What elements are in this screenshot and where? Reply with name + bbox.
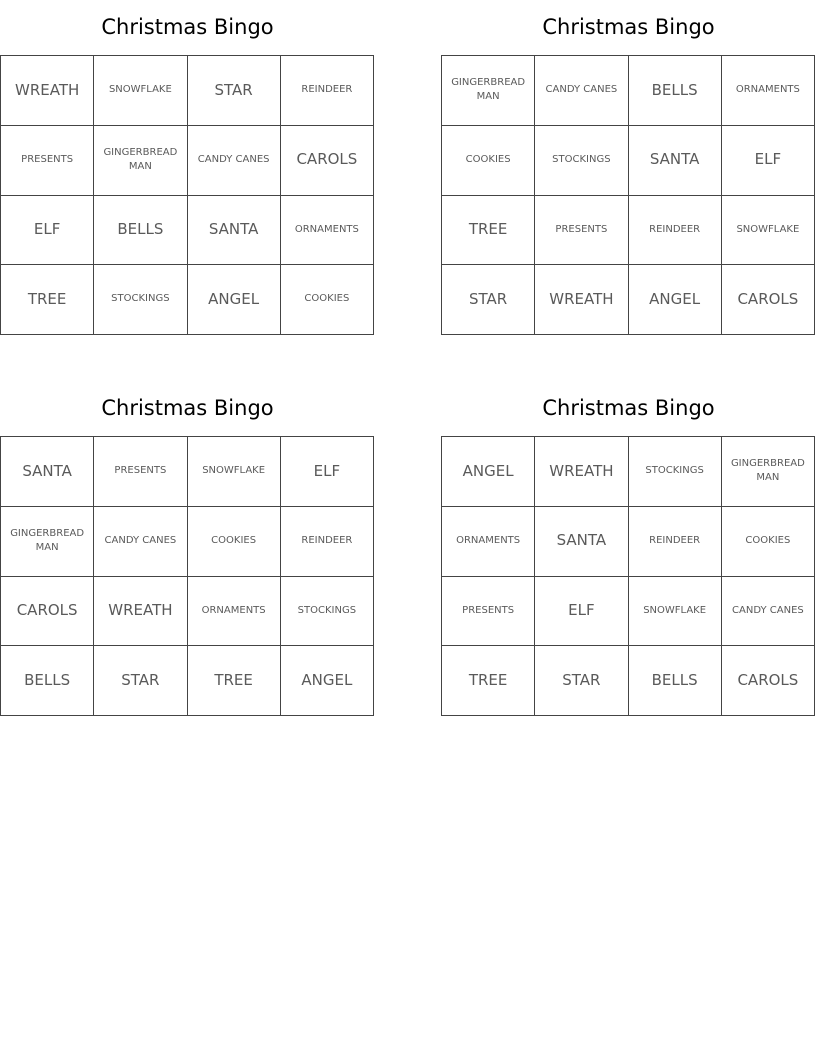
bingo-cell <box>535 126 628 196</box>
bingo-cell <box>281 56 374 126</box>
cell-text: STAR <box>121 670 160 689</box>
bingo-cell <box>722 265 815 335</box>
bingo-cell <box>188 265 281 335</box>
cell-text: BELLS <box>24 670 71 689</box>
cell-text: COOKIES <box>465 153 511 165</box>
bingo-cell <box>281 126 374 196</box>
bingo-cell <box>629 126 722 196</box>
cell-text: COOKIES <box>211 534 257 546</box>
bingo-card-1 <box>0 0 375 335</box>
cell-text: BELLS <box>117 220 164 238</box>
cell-text: CANDY CANES <box>197 153 270 165</box>
bingo-cell <box>188 56 281 126</box>
cell-text: BELLS <box>651 80 698 99</box>
cell-text: GINGERBREAD MAN <box>730 457 805 484</box>
bingo-grid <box>0 55 374 335</box>
cell-text: STOCKINGS <box>645 465 704 477</box>
bingo-cell <box>1 265 94 335</box>
cell-text: ORNAMENTS <box>735 84 800 96</box>
bingo-cell <box>94 577 187 647</box>
bingo-cell <box>722 437 815 507</box>
bingo-cell <box>281 437 374 507</box>
bingo-cell <box>722 126 815 196</box>
cell-text: SANTA <box>22 461 72 480</box>
cell-text: STOCKINGS <box>297 604 357 616</box>
cell-text: GINGERBREAD MAN <box>103 146 178 173</box>
bingo-cell <box>1 577 94 647</box>
bingo-cell <box>188 507 281 577</box>
cell-text: PRESENTS <box>462 604 515 616</box>
bingo-cell <box>442 507 535 577</box>
cell-text: SNOWFLAKE <box>108 84 172 96</box>
bingo-cell <box>535 437 628 507</box>
cell-text: GINGERBREAD MAN <box>451 76 526 103</box>
cell-text: PRESENTS <box>114 465 167 477</box>
cell-text: GINGERBREAD MAN <box>10 527 85 554</box>
bingo-cell <box>535 646 628 716</box>
bingo-grid <box>441 436 815 716</box>
cell-text: REINDEER <box>301 84 353 96</box>
cell-text: ORNAMENTS <box>456 534 521 546</box>
cell-text: WREATH <box>14 80 80 99</box>
cell-text: SNOWFLAKE <box>202 465 266 477</box>
cell-text: ELF <box>313 461 341 480</box>
cell-text: ELF <box>568 601 595 619</box>
bingo-cell <box>188 437 281 507</box>
bingo-grid <box>0 436 374 716</box>
bingo-cell <box>94 126 187 196</box>
bingo-cell <box>442 126 535 196</box>
bingo-cell <box>442 56 535 126</box>
bingo-cell <box>629 56 722 126</box>
cell-text: SANTA <box>208 220 259 238</box>
bingo-cell <box>722 577 815 647</box>
card-title: Christmas Bingo <box>101 396 274 420</box>
cell-text: CAROLS <box>737 670 799 689</box>
bingo-cell <box>94 196 187 266</box>
cell-text: ANGEL <box>301 670 353 689</box>
cell-text: ORNAMENTS <box>201 604 266 616</box>
cell-text: STAR <box>562 670 601 689</box>
bingo-cell <box>1 646 94 716</box>
cell-text: ANGEL <box>208 289 260 308</box>
bingo-cell <box>188 577 281 647</box>
bingo-cell <box>629 437 722 507</box>
cell-text: CAROLS <box>296 150 358 169</box>
bingo-cell <box>281 507 374 577</box>
cell-text: TREE <box>468 670 508 689</box>
cell-text: CAROLS <box>16 601 78 619</box>
cell-text: PRESENTS <box>555 223 608 235</box>
cell-text: COOKIES <box>745 534 791 546</box>
bingo-cell <box>1 126 94 196</box>
cell-text: ANGEL <box>462 461 514 480</box>
cell-text: CAROLS <box>737 289 799 308</box>
bingo-cell <box>442 265 535 335</box>
bingo-cell <box>442 646 535 716</box>
cell-text: STAR <box>469 289 508 308</box>
bingo-cell <box>629 265 722 335</box>
card-title: Christmas Bingo <box>542 15 715 39</box>
bingo-cell <box>722 507 815 577</box>
cell-text: SNOWFLAKE <box>736 223 800 235</box>
card-title: Christmas Bingo <box>101 15 274 39</box>
bingo-cell <box>94 507 187 577</box>
bingo-card-2 <box>441 0 816 335</box>
cell-text: WREATH <box>549 289 614 308</box>
cell-text: WREATH <box>549 461 614 480</box>
bingo-cell <box>535 265 628 335</box>
bingo-cell <box>281 265 374 335</box>
cell-text: REINDEER <box>649 534 701 546</box>
bingo-cell <box>722 646 815 716</box>
cell-text: TREE <box>214 670 253 689</box>
bingo-cell <box>535 196 628 266</box>
cell-text: ORNAMENTS <box>294 223 359 235</box>
bingo-card-4 <box>441 381 816 716</box>
cell-text: TREE <box>27 289 67 308</box>
bingo-cell <box>94 265 187 335</box>
cell-text: ANGEL <box>649 289 701 308</box>
cell-text: SNOWFLAKE <box>643 604 707 616</box>
bingo-cell <box>535 577 628 647</box>
cell-text: ELF <box>33 220 61 238</box>
cell-text: REINDEER <box>301 534 353 546</box>
cell-text: PRESENTS <box>21 153 74 165</box>
bingo-cell <box>281 577 374 647</box>
bingo-cell <box>629 196 722 266</box>
cell-text: ELF <box>754 150 782 169</box>
cell-text: COOKIES <box>304 293 350 305</box>
bingo-cell <box>535 507 628 577</box>
cell-text: REINDEER <box>649 223 701 235</box>
cell-text: SANTA <box>556 531 607 550</box>
bingo-cell <box>722 196 815 266</box>
bingo-cell <box>442 437 535 507</box>
card-title: Christmas Bingo <box>542 396 715 420</box>
bingo-card-3 <box>0 381 375 716</box>
bingo-cell <box>535 56 628 126</box>
bingo-cell <box>629 577 722 647</box>
bingo-grid <box>441 55 815 335</box>
bingo-cell <box>281 196 374 266</box>
bingo-cell <box>1 437 94 507</box>
bingo-cell <box>442 577 535 647</box>
bingo-cell <box>94 437 187 507</box>
bingo-cell <box>188 646 281 716</box>
cell-text: WREATH <box>108 601 173 619</box>
bingo-cell <box>188 196 281 266</box>
cell-text: STOCKINGS <box>111 293 170 305</box>
bingo-cell <box>1 56 94 126</box>
bingo-cell <box>629 646 722 716</box>
bingo-cell <box>281 646 374 716</box>
bingo-cell <box>1 507 94 577</box>
cell-text: CANDY CANES <box>732 604 804 616</box>
cell-text: STOCKINGS <box>552 153 611 165</box>
cell-text: SANTA <box>649 150 700 169</box>
cell-text: CANDY CANES <box>545 84 618 96</box>
cell-text: TREE <box>468 220 508 238</box>
bingo-cell <box>1 196 94 266</box>
bingo-cell <box>188 126 281 196</box>
bingo-cell <box>442 196 535 266</box>
cell-text: BELLS <box>651 670 698 689</box>
cell-text: STAR <box>214 80 253 99</box>
bingo-cell <box>94 646 187 716</box>
bingo-cell <box>629 507 722 577</box>
cell-text: CANDY CANES <box>104 534 177 546</box>
bingo-cell <box>94 56 187 126</box>
bingo-cell <box>722 56 815 126</box>
